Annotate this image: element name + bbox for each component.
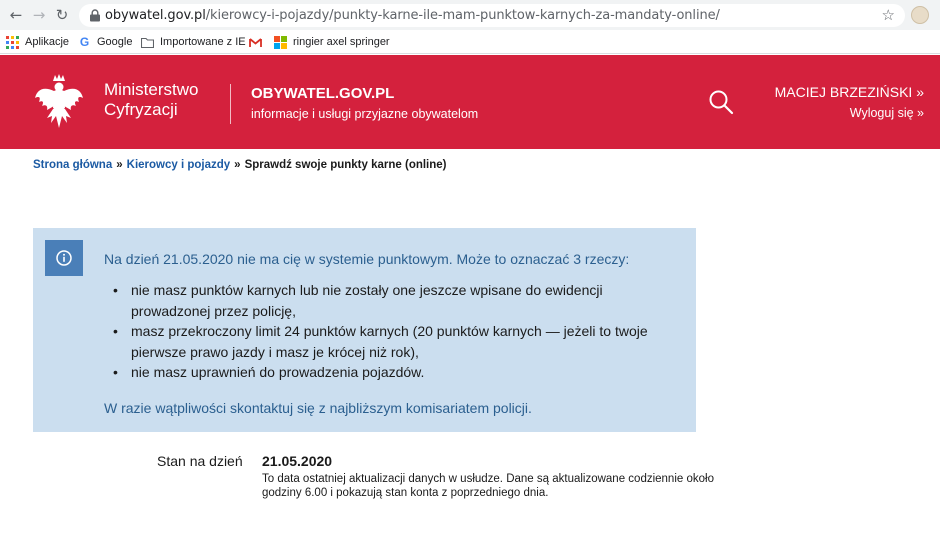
bookmark-label: Aplikacje [25,36,70,48]
bookmarks-bar [0,30,940,54]
folder-icon [141,36,154,49]
status-date: 21.05.2020 [262,453,333,469]
lock-icon [89,9,101,22]
bookmark-label: Google [97,36,133,48]
ministry-name[interactable] [104,80,198,120]
bookmark-ringier[interactable] [274,33,390,51]
breadcrumb-separator: » [234,159,241,171]
breadcrumb-current: Sprawdź swoje punkty karne (online) [244,159,447,171]
microsoft-icon [274,36,287,49]
profile-avatar[interactable] [911,6,929,24]
bookmark-google[interactable] [78,33,132,51]
reload-icon[interactable]: ↻ [55,6,69,24]
bookmark-star-icon[interactable]: ☆ [881,6,895,24]
eagle-emblem-icon[interactable] [33,72,85,130]
info-icon-badge [45,240,83,276]
brand-tagline: informacje i usługi przyjazne obywatelom [251,107,479,121]
search-icon[interactable] [708,89,734,115]
list-item: • nie masz punktów karnych lub nie zostały one jeszcze wpisane do ewidencji prowadzonej przez policję, [113,280,673,321]
address-bar[interactable] [79,4,905,27]
breadcrumb [33,159,447,171]
header-divider [230,84,231,124]
url-domain: obywatel.gov.pl [105,8,206,23]
status-note: To data ostatniej aktualizacji danych w usłudze. Dane są aktualizowane codziennie około godziny 6.00 i pokazują stan konta z poprzedniego dnia. [262,473,714,499]
site-header [0,55,940,149]
bookmark-label: Importowane z IE [160,36,246,48]
url-path: /kierowcy-i-pojazdy/punkty-karne-ile-mam-punktow-karnych-za-mandaty-online/ [205,8,720,23]
list-item: • nie masz uprawnień do prowadzenia pojazdów. [113,362,673,383]
bookmark-label: ringier axel springer [293,36,390,48]
gmail-icon [249,36,262,49]
browser-toolbar [0,0,940,30]
bookmark-aplikacje[interactable] [6,33,69,51]
back-arrow-icon[interactable]: ← [9,6,23,24]
bookmark-importowane[interactable] [141,33,246,51]
info-footer-text: W razie wątpliwości skontaktuj się z najbliższym komisariatem policji. [104,400,532,416]
breadcrumb-separator: » [116,159,123,171]
brand-link[interactable]: OBYWATEL.GOV.PL [251,85,395,102]
info-alert-box [33,228,696,432]
list-item: • masz przekroczony limit 24 punktów karnych (20 punktów karnych — jeżeli to twoje pierwsze prawo jazdy i masz je krócej niż rok), [113,321,673,362]
bookmark-gmail[interactable] [249,33,268,51]
info-lead-text: Na dzień 21.05.2020 nie ma cię w systemie punktowym. Może to oznaczać 3 rzeczy: [104,251,630,267]
logout-link[interactable]: Wyloguj się » [849,106,924,120]
user-account-link[interactable]: MACIEJ BRZEZIŃSKI » [774,84,924,100]
ministry-line-2: Cyfryzacji [104,100,178,119]
breadcrumb-home[interactable]: Strona główna [33,159,113,171]
breadcrumb-kierowcy[interactable]: Kierowcy i pojazdy [126,159,231,171]
url-text[interactable] [105,8,720,23]
status-label: Stan na dzień [157,453,243,469]
info-icon [56,250,72,266]
info-reasons-list [113,280,673,383]
google-icon: G [79,34,90,49]
apps-grid-icon [6,36,19,49]
forward-arrow-icon[interactable]: → [32,6,46,24]
ministry-line-1: Ministerstwo [104,80,199,99]
